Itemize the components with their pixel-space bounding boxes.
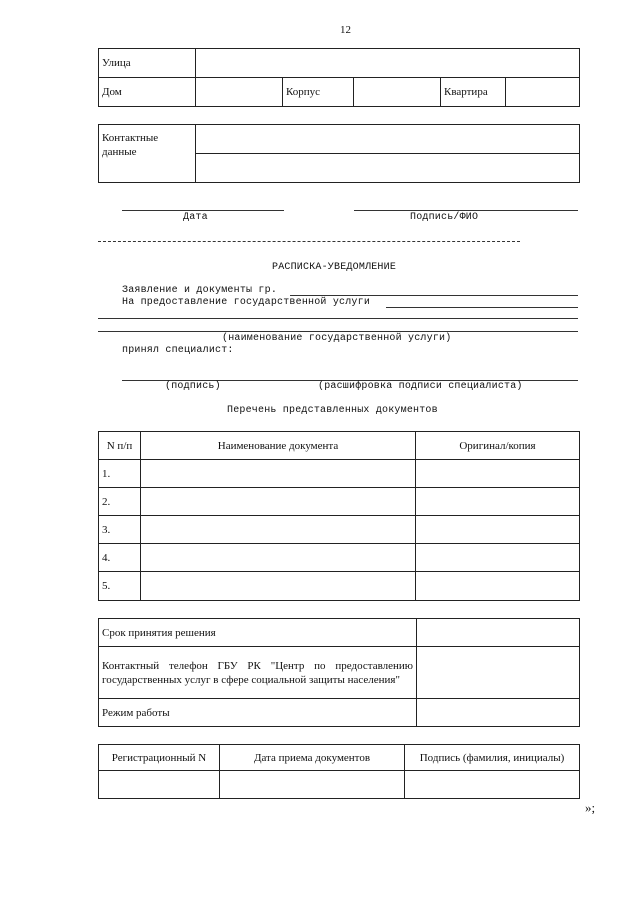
reg-number-header: Регистрационный N [99, 745, 220, 771]
decision-term-label: Срок принятия решения [99, 619, 417, 647]
contacts-label: Контактные данные [99, 125, 196, 183]
apartment-label: Квартира [441, 78, 506, 107]
col-original-header: Оригинал/копия [416, 432, 580, 460]
apartment-field[interactable] [506, 78, 580, 107]
doc-original-cell[interactable] [416, 572, 580, 601]
doc-name-cell[interactable] [141, 572, 416, 601]
signature-line [354, 210, 578, 211]
work-hours-label: Режим работы [99, 699, 417, 727]
row-number: 4. [99, 544, 141, 572]
info-table [98, 618, 580, 727]
receipt-title: РАСПИСКА-УВЕДОМЛЕНИЕ [272, 262, 397, 273]
reg-signature-header: Подпись (фамилия, инициалы) [405, 745, 580, 771]
doc-original-cell[interactable] [416, 544, 580, 572]
reg-signature-cell[interactable] [405, 771, 580, 799]
contact-phone-label: Контактный телефон ГБУ РК "Центр по предоставлению государственных услуг в сфере социальной защиты населения" [99, 647, 417, 699]
doc-name-cell[interactable] [141, 460, 416, 488]
contact-phone-value[interactable] [417, 647, 580, 699]
applicant-line [290, 295, 578, 296]
decode-caption: (расшифровка подписи специалиста) [318, 381, 523, 392]
building-field[interactable] [354, 78, 441, 107]
doc-name-cell[interactable] [141, 544, 416, 572]
reg-date-cell[interactable] [220, 771, 405, 799]
decision-term-value[interactable] [417, 619, 580, 647]
row-number: 5. [99, 572, 141, 601]
row-number: 1. [99, 460, 141, 488]
date-caption: Дата [183, 212, 208, 223]
registration-table [98, 744, 580, 799]
doc-name-cell[interactable] [141, 516, 416, 544]
address-table [98, 48, 580, 107]
doc-original-cell[interactable] [416, 460, 580, 488]
house-label: Дом [99, 78, 196, 107]
receipt-line2: На предоставление государственной услуги [122, 297, 371, 308]
list-title: Перечень представленных документов [227, 405, 438, 416]
documents-table [98, 431, 580, 601]
contacts-field-2[interactable] [196, 154, 580, 183]
doc-name-cell[interactable] [141, 488, 416, 516]
work-hours-value[interactable] [417, 699, 580, 727]
street-field[interactable] [196, 49, 580, 78]
sign-caption: (подпись) [165, 381, 221, 392]
doc-original-cell[interactable] [416, 516, 580, 544]
street-label: Улица [99, 49, 196, 78]
row-number: 3. [99, 516, 141, 544]
reg-date-header: Дата приема документов [220, 745, 405, 771]
contacts-table [98, 124, 580, 183]
doc-original-cell[interactable] [416, 488, 580, 516]
service-line [386, 307, 578, 308]
house-field[interactable] [196, 78, 283, 107]
building-label: Корпус [283, 78, 354, 107]
contacts-field-1[interactable] [196, 125, 580, 154]
accepted-text: принял специалист: [122, 345, 234, 356]
reg-number-cell[interactable] [99, 771, 220, 799]
closing-quote: »; [585, 800, 596, 815]
cut-line [98, 241, 520, 242]
col-number-header: N п/п [99, 432, 141, 460]
receipt-line1: Заявление и документы гр. [122, 285, 278, 296]
signature-caption: Подпись/ФИО [410, 212, 479, 223]
page-number: 12 [340, 24, 351, 36]
service-caption: (наименование государственной услуги) [222, 333, 452, 344]
date-line [122, 210, 284, 211]
row-number: 2. [99, 488, 141, 516]
service-line-2 [98, 318, 578, 319]
col-name-header: Наименование документа [141, 432, 416, 460]
service-line-3 [98, 331, 578, 332]
